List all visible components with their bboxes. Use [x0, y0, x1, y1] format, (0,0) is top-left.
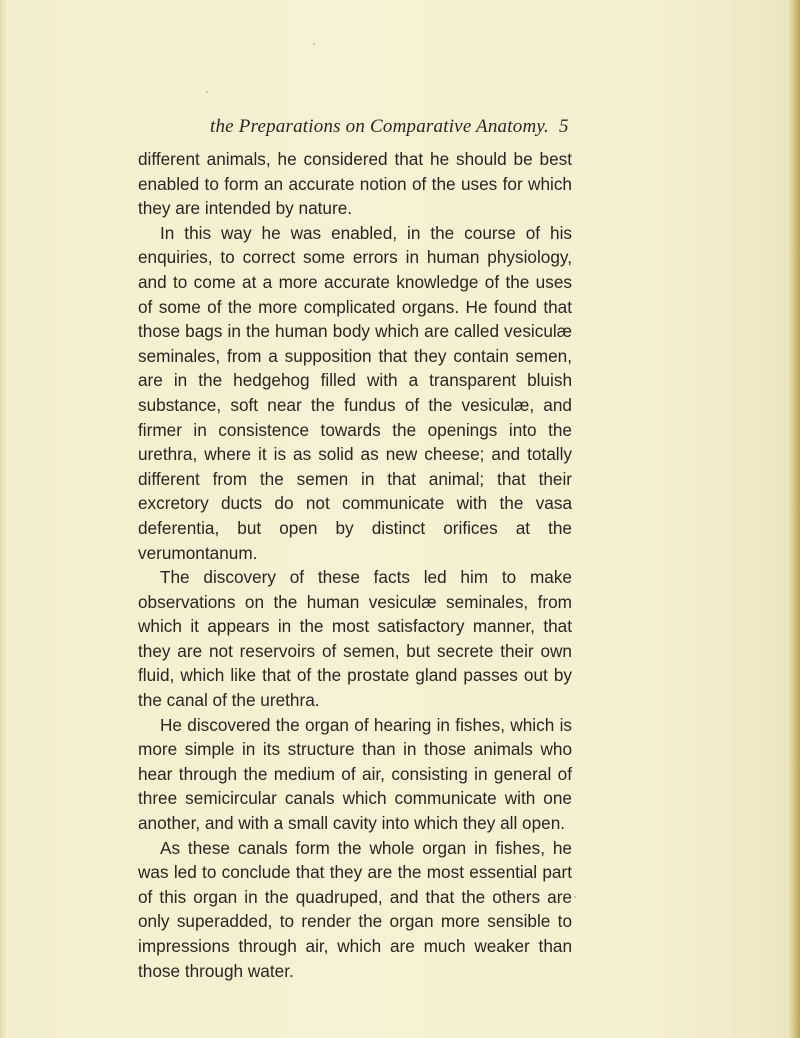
- page-right-edge: [788, 0, 800, 1038]
- paragraph: He discovered the organ of hearing in fishes, which is more simple in its structure than in those animals who hear through the medium of air, consisting in general of three semicircular canals which communicate with one another, and with a small cavity into which they all open.: [138, 714, 572, 834]
- paragraph: As these canals form the whole organ in fishes, he was led to conclude that they are the most essential part of this organ in the quadruped, and that the others are only superadded, to render the organ more sensible to impressions through air, which are much weaker than those through water.: [138, 837, 572, 981]
- body-text: [138, 147, 572, 983]
- paper-speck: [313, 43, 315, 45]
- page-number: 5: [559, 116, 569, 137]
- paper-speck: [206, 91, 208, 93]
- running-title: the Preparations on Comparative Anatomy.: [210, 116, 549, 137]
- paragraph: The discovery of these facts led him to make observations on the human vesiculæ seminales, from which it appears in the most satisfactory manner, that they are not reservoirs of semen, but secrete their own fluid, which like that of the prostate gland passes out by the canal of the urethra.: [138, 567, 572, 711]
- paragraph: different animals, he considered that he should be best enabled to form an accurate notion of the uses for which they are intended by nature.: [138, 149, 572, 219]
- page-left-edge: [0, 0, 6, 1038]
- paper-speck: [574, 896, 576, 898]
- paragraph: In this way he was enabled, in the course of his enquiries, to correct some errors in human physiology, and to come at a more accurate knowledge of the uses of some of the more complicated organs. He found that those bags in the human body which are called vesiculæ seminales, from a supposition that they contain semen, are in the hedgehog filled with a transparent bluish substance, soft near the fundus of the vesiculæ, and firmer in consistence towards the openings into the urethra, where it is as solid as new cheese; and totally different from the semen in that animal; that their excretory ducts do not communicate with the vasa deferentia, but open by distinct orifices at the verumontanum.: [138, 222, 572, 563]
